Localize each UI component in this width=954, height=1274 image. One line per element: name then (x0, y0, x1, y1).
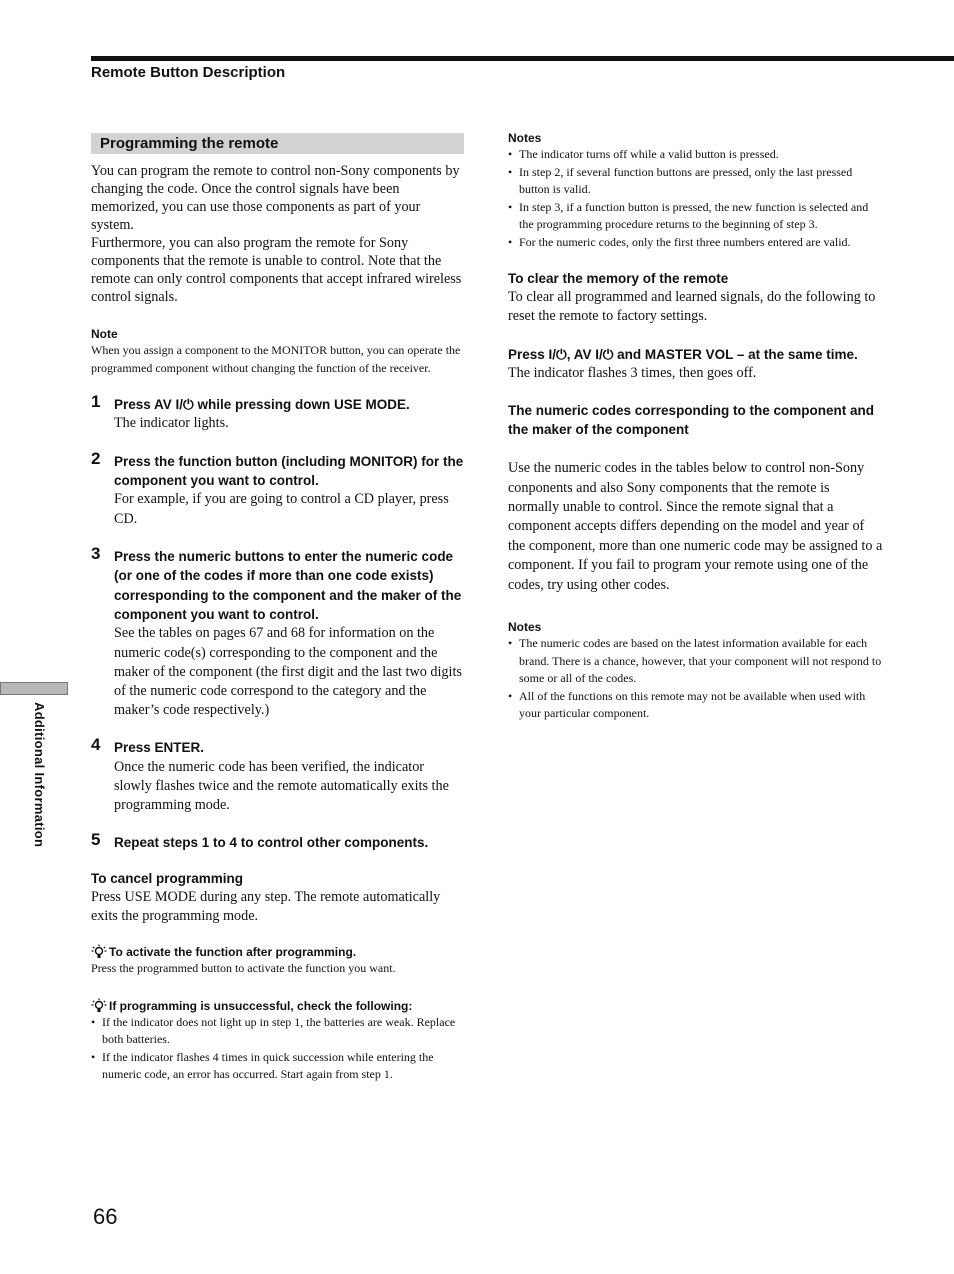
tip-heading-text: To activate the function after programming. (109, 945, 357, 960)
notes-heading: Notes (508, 131, 542, 145)
page-number: 66 (93, 1204, 118, 1229)
step-4 (91, 735, 464, 815)
tip-heading (91, 998, 464, 1014)
side-tab-label: Additional Information (32, 702, 47, 848)
numeric-codes-heading: The numeric codes corresponding to the component and the maker of the component (508, 403, 875, 438)
list-item: • For the numeric codes, only the first three numbers entered are valid. (508, 234, 884, 252)
list-item: • If the indicator does not light up in step 1, the batteries are weak. Replace both batteries. (91, 1014, 464, 1049)
note-text: When you assign a component to the MONITOR button, you can operate the programmed component without changing the function of the receiver. (91, 343, 461, 375)
step-title: Repeat steps 1 to 4 to control other components. (114, 835, 429, 851)
note-heading: Note (91, 327, 118, 341)
step-title: Press ENTER. (114, 740, 205, 756)
step-title: Press the numeric buttons to enter the numeric code (or one of the codes if more than one code exists) corresponding to the component and the maker of the component you want to control. (114, 548, 462, 623)
tip-heading (91, 944, 464, 960)
press-result: The indicator flashes 3 times, then goes off. (508, 364, 757, 381)
step-5 (91, 830, 464, 852)
lightbulb-icon (91, 998, 107, 1014)
step-body: The indicator lights. (114, 415, 229, 432)
step-number: 2 (91, 448, 101, 468)
tip-text: Press the programmed button to activate the function you want. (91, 961, 396, 976)
notes-list (508, 146, 884, 251)
notes-list (508, 635, 884, 723)
section-title: Programming the remote (91, 133, 464, 154)
step-3 (91, 543, 464, 721)
step-title: Press the function button (including MONITOR) for the component you want to control. (114, 453, 464, 489)
cancel-text: Press USE MODE during any step. The remote automatically exits the programming mode. (91, 888, 441, 925)
page-header: Remote Button Description (91, 64, 286, 81)
list-item: • All of the functions on this remote may not be available when used with your particular component. (508, 688, 884, 723)
step-body: See the tables on pages 67 and 68 for information on the numeric code(s) corresponding to the component and the maker of the component (the first digit and the last two digits of the numeric code correspond to the category and the maker’s code respectively.) (114, 625, 462, 719)
list-item: • The numeric codes are based on the latest information available for each brand. There is a chance, however, that your component will not respond to some or all of the codes. (508, 635, 884, 688)
header-rule (91, 56, 954, 61)
step-1 (91, 392, 464, 434)
step-number: 4 (91, 735, 101, 755)
step-number: 1 (91, 392, 101, 411)
right-column (508, 130, 884, 723)
list-item: • In step 3, if a function button is pressed, the new function is selected and the programming procedure returns to the beginning of step 3. (508, 199, 884, 234)
list-item: • The indicator turns off while a valid button is pressed. (508, 146, 884, 164)
step-title: Press AV I/⏻ while pressing down USE MODE. (114, 397, 410, 412)
step-number: 3 (91, 543, 101, 563)
lightbulb-icon (91, 944, 107, 960)
step-body: For example, if you are going to control a CD player, press CD. (114, 491, 449, 527)
clear-memory-heading: To clear the memory of the remote (508, 271, 729, 286)
cancel-heading: To cancel programming (91, 870, 244, 886)
clear-memory-text: To clear all programmed and learned signals, do the following to reset the remote to factory settings. (508, 289, 876, 325)
left-column (91, 133, 464, 1084)
press-instruction: Press I/⏻, AV I/⏻ and MASTER VOL – at the same time. (508, 346, 858, 362)
step-2 (91, 448, 464, 529)
numeric-codes-text: Use the numeric codes in the tables below to control non-Sony conponents and also Sony components that the remote is normally unable to control. Since the remote signal that a component accepts differs depending on the model and year of the component, more than one numeric code may be assigned to a component. If you fail to program your remote using one of the codes, try using other codes. (508, 460, 883, 593)
notes-heading: Notes (508, 620, 542, 635)
step-body: Once the numeric code has been verified, the indicator slowly flashes twice and the remote automatically exits the programming mode. (114, 758, 449, 814)
tip-heading-text: If programming is unsuccessful, check the following: (109, 998, 413, 1013)
intro-paragraph-2: Furthermore, you can also program the remote for Sony components that the remote is unable to control. Note that the remote can only control components that accept infrared wireless control signals. (91, 235, 462, 305)
side-tab-marker (0, 682, 68, 695)
list-item: • In step 2, if several function buttons are pressed, only the last pressed button is valid. (508, 164, 884, 199)
list-item: • If the indicator flashes 4 times in quick succession while entering the numeric code, an error has occurred. Start again from step 1. (91, 1049, 464, 1084)
intro-paragraph-1: You can program the remote to control non-Sony components by changing the code. Once the control signals have been memorized, you can use those components as part of your system. (91, 163, 460, 233)
step-number: 5 (91, 830, 101, 850)
tip-bullet-list (91, 1014, 464, 1084)
